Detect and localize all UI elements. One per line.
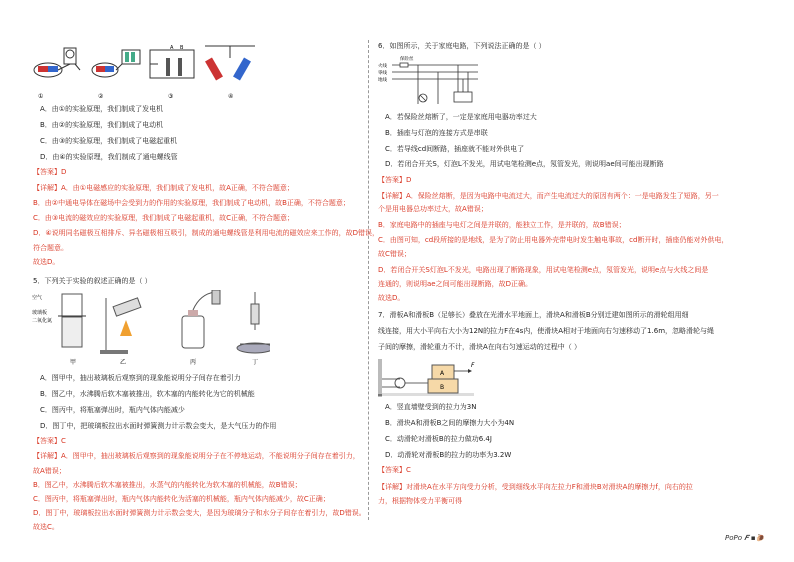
q7-detail-2: 力，根据物体受力平衡可得 [378,497,462,505]
q6-stem: 6．如图所示，关于家庭电路，下列说法正确的是（ ） [378,42,546,50]
fig-label-bing: 丙 [190,359,197,366]
label-fire: 火线 [378,64,387,69]
fig-bing-bottle [182,290,220,348]
q4-detail-5: 符合题意。 [33,244,68,252]
q4-option-a: A．由①的实验原理，我们制成了发电机 [40,105,164,113]
q6-option-a: A．若保险丝熔断了，一定是家庭用电器功率过大 [385,113,537,121]
q6-detail-2: 个是用电器总功率过大，故A错误； [378,205,488,213]
label-ground: 地线 [378,78,387,83]
fig-label-2: ② [98,93,104,100]
label-f: F [471,362,475,369]
q6-option-b: B．插座与灯泡的连接方式是串联 [385,129,488,137]
q5-option-d: D．图丁中，把玻璃板拉出水面时弹簧测力计示数会变大，是大气压力的作用 [40,422,277,430]
q4-option-c: C．由③的实验原理，我们制成了电磁起重机 [40,137,178,145]
q5-detail-3: B．图乙中，水沸腾后软木塞被推出，水蒸气的内能转化为软木塞的机械能，故B错误； [33,481,302,489]
q4-option-b: B．由②的实验原理，我们制成了电动机 [40,121,164,129]
q7-answer: 【答案】C [378,466,411,474]
label-fuse: 保险丝 [400,57,414,62]
label-zero: 零线 [378,71,387,76]
q6-circuit-figure [378,54,488,110]
q6-detail-1: 【详解】A．保险丝熔断，是因为电路中电流过大，而产生电流过大的原因有两个：一是电路发生了短路，另一 [378,192,719,200]
fig-label-yi: 乙 [120,359,127,366]
page-footer-logo: PoPo 𝑭 ▪🐌 [725,534,765,542]
fig1-generator [34,48,80,77]
label-gas: 二氧化氮 [32,318,53,324]
q6-detail-3: B．家庭电路中的插座与电灯之间是并联的，能独立工作，是并联的，故B错误； [378,221,626,229]
q5-answer: 【答案】C [33,437,66,445]
q7-option-a: A．竖直墙壁受到的拉力为3N [385,403,477,411]
fig4-magnets [205,46,255,81]
q6-detail-6: D．若闭合开关S灯泡L不发光，电路出现了断路现象，用试电笔检测e点，氖管发光，说明e点与火线之间是 [378,266,709,274]
fig3-electromagnet [150,45,194,78]
q7-option-b: B．滑块A和滑板B之间的摩擦力大小为4N [385,419,515,427]
q5-detail-1: 【详解】A．图甲中，抽出玻璃板后观察到的现象能说明分子在不停地运动，不能说明分子间存在着引力， [33,452,360,460]
fig-label-3: ③ [168,93,174,100]
fig-ding-scale [237,292,270,353]
svg-text:B: B [180,45,184,51]
q6-option-c: C．若导线cd间断路，插座就不能对外供电了 [385,145,525,153]
label-b: B [440,384,445,391]
q5-detail-2: 故A错误； [33,467,66,475]
q7-stem-3: 子间的摩擦，滑轮重力不计，滑块A在向右匀速运动的过程中（ ） [378,343,582,351]
q6-conclusion: 故选D。 [378,294,405,302]
q4-detail-4: D．④说明同名磁极互相排斥、异名磁极相互吸引，制成的通电螺线管是利用电流的磁效应来工作的，故D错误， [33,229,380,237]
q7-stem-2: 线连接，用大小平向右大小为12N的拉力F在4s内，使滑块A相对于地面向右匀速移动了1.6m，忽略滑轮与绳 [378,327,715,335]
fig-label-1: ① [38,93,44,100]
q4-answer: 【答案】D [33,168,67,176]
q5-detail-4: C．图丙中，将瓶塞弹出时，瓶内气体内能转化为活塞的机械能，瓶内气体内能减少，故C正确； [33,495,330,503]
q7-option-d: D．动滑轮对滑板B的拉力的功率为3.2W [385,451,512,459]
label-a: A [440,370,445,377]
q4-detail-1: 【详解】A．由①电磁感应的实验原理，我们制成了发电机，故A正确，不符合题意； [33,184,294,192]
q5-figures [30,290,270,370]
fig-yi-flask [100,298,141,354]
fig-jia-jars [58,294,86,347]
q5-option-c: C．图丙中，将瓶塞弹出时，瓶内气体内能减少 [40,406,185,414]
q5-conclusion: 故选C。 [33,523,59,531]
q5-option-a: A．图甲中，抽出玻璃板后观察到的现象能说明分子间存在着引力 [40,374,241,382]
q4-detail-3: C．由③电流的磁效应的实验原理，我们制成了电磁起重机，故C正确，不符合题意； [33,214,295,222]
label-air: 空气 [32,295,43,301]
q4-conclusion: 故选D。 [33,258,60,266]
label-plate: 玻璃板 [32,310,48,316]
q6-detail-5: 故C错误； [378,250,411,258]
q7-stem-1: 7．滑板A和滑板B（足够长）叠放在光滑水平地面上，滑块A和滑板B分别迁建如图所示的滑轮组用细 [378,311,689,319]
fig-label-4: ④ [228,93,234,100]
fig-label-jia: 甲 [70,359,77,366]
q4-figures [30,40,260,102]
q6-detail-4: C．由图可知，cd段所接的是地线，是为了防止用电器外壳带电时发生触电事故，cd断开时，插座仍能对外供电， [378,236,729,244]
q4-option-d: D．由④的实验原理，我们制成了通电螺线管 [40,153,178,161]
q5-option-b: B．图乙中，水沸腾后软木塞被推出，软木塞的内能转化为它的机械能 [40,390,255,398]
fig-label-ding: 丁 [252,359,259,366]
q6-answer: 【答案】D [378,176,412,184]
q6-option-d: D．若闭合开关S，灯泡L不发光，用试电笔检测e点，氖管发光，则说明ae间可能出现断路 [385,160,664,168]
q6-detail-7: 连通的，则说明ae之间可能出现断路，故D正确。 [378,280,532,288]
svg-text:A: A [170,45,174,51]
q7-pulley-figure [376,355,476,399]
q5-stem: 5．下列关于实验的叙述正确的是（ ） [33,277,152,285]
q7-option-c: C．动滑轮对滑板B的拉力做功6.4J [385,435,492,443]
column-divider [368,40,369,520]
q5-detail-5: D．图丁中，玻璃板拉出水面时弹簧测力计示数会变大，是因为玻璃分子和水分子间存在着引力，故D错误。 [33,509,366,517]
q4-detail-2: B．由②中通电导体在磁场中会受到力的作用的实验原理，我们制成了电动机，故B正确，不符合题意； [33,199,350,207]
q7-detail-1: 【详解】对滑块A在水平方向受力分析，受到细线水平向左拉力F和滑块B对滑块A的摩擦力f，向右的拉 [378,483,693,491]
fig2-motor [92,50,140,77]
